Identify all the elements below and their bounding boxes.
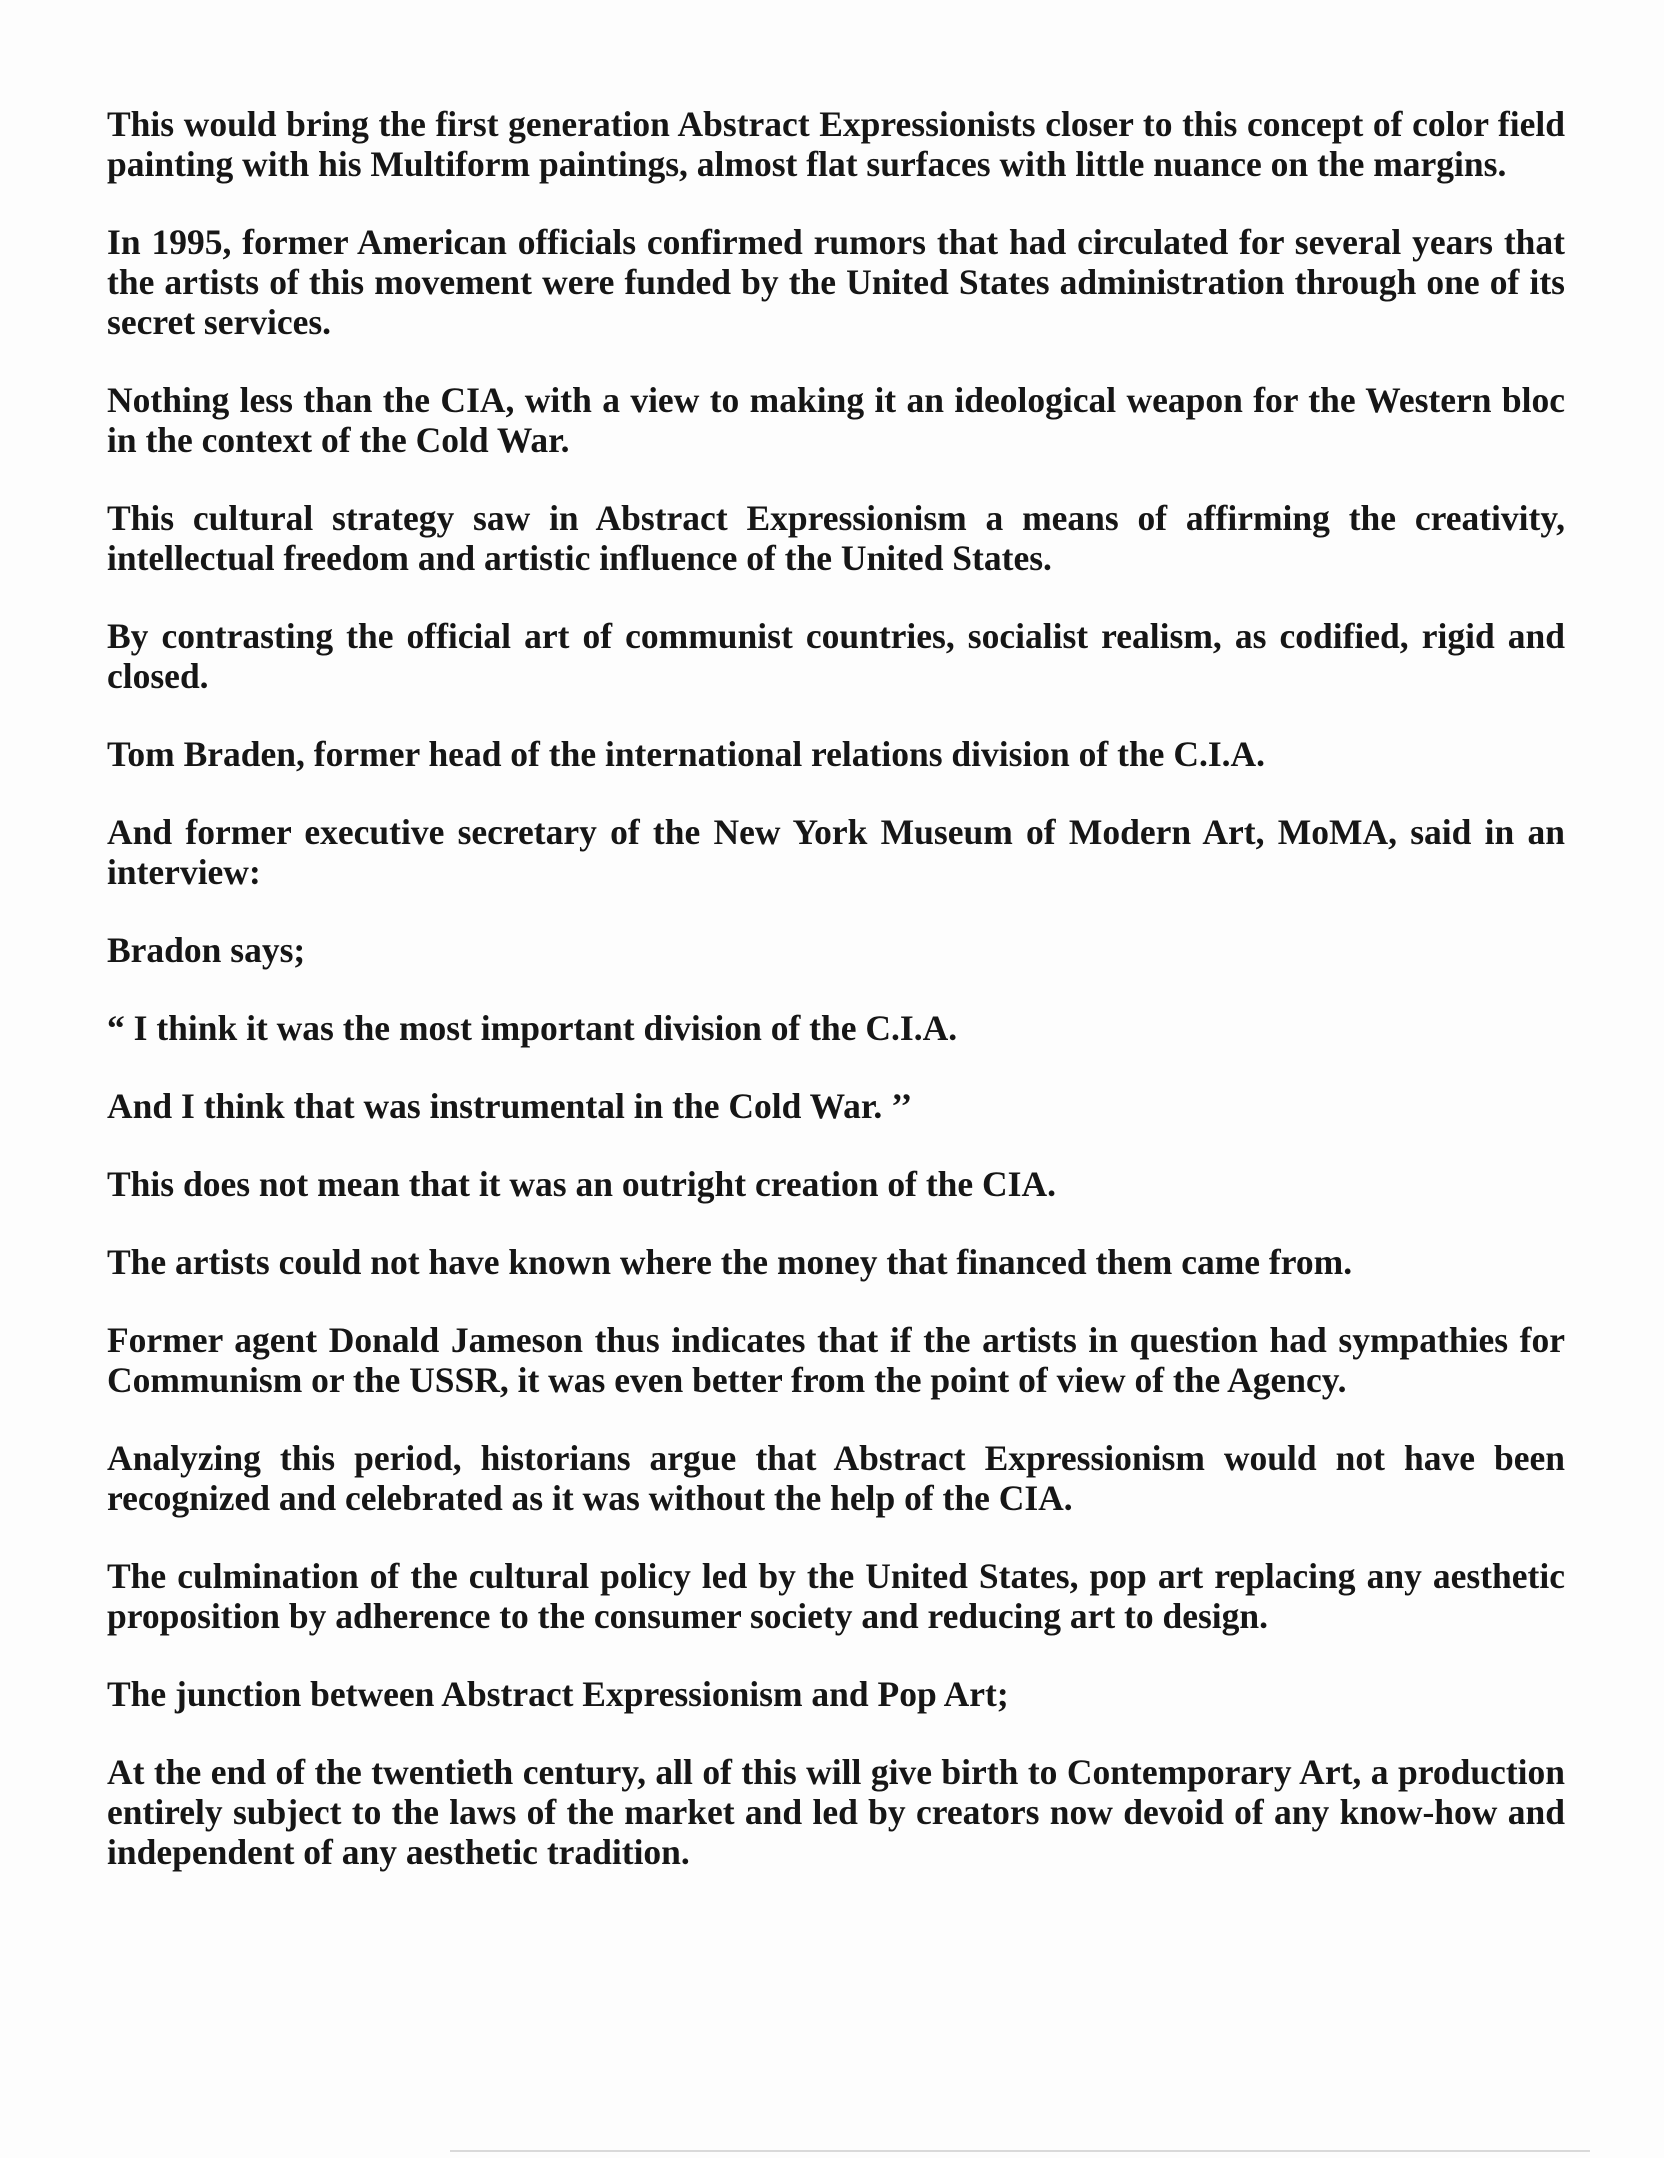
paragraph-color-field: This would bring the first generation Abstract Expressionists closer to this concept of color field painting with his Multiform paintings, almost flat surfaces with little nuance on the margins. bbox=[107, 104, 1565, 184]
paragraph-1995-officials: In 1995, former American officials confirmed rumors that had circulated for several years that the artists of this movement were funded by the United States administration through one of its secret services. bbox=[107, 222, 1565, 342]
paragraph-moma-secretary: And former executive secretary of the New York Museum of Modern Art, MoMA, said in an interview: bbox=[107, 812, 1565, 892]
paragraph-donald-jameson: Former agent Donald Jameson thus indicates that if the artists in question had sympathies for Communism or the USSR, it was even better from the point of view of the Agency. bbox=[107, 1320, 1565, 1400]
paragraph-historians: Analyzing this period, historians argue that Abstract Expressionism would not have been recognized and celebrated as it was without the help of the CIA. bbox=[107, 1438, 1565, 1518]
quote-line-2: And I think that was instrumental in the Cold War. ’’ bbox=[107, 1086, 913, 1126]
paragraph-bradon-says: Bradon says; bbox=[107, 930, 306, 970]
paragraph-junction: The junction between Abstract Expressionism and Pop Art; bbox=[107, 1674, 1009, 1714]
page-bottom-edge bbox=[450, 2150, 1590, 2152]
paragraph-cultural-strategy: This cultural strategy saw in Abstract Expressionism a means of affirming the creativity, intellectual freedom and artistic influence of the United States. bbox=[107, 498, 1565, 578]
paragraph-contemporary-art: At the end of the twentieth century, all of this will give birth to Contemporary Art, a production entirely subject to the laws of the market and led by creators now devoid of any know-how and independent of any aesthetic tradition. bbox=[107, 1752, 1565, 1872]
paragraph-tom-braden: Tom Braden, former head of the international relations division of the C.I.A. bbox=[107, 734, 1266, 774]
quote-line-1: “ I think it was the most important division of the C.I.A. bbox=[107, 1008, 958, 1048]
paragraph-cia-weapon: Nothing less than the CIA, with a view to making it an ideological weapon for the Western bloc in the context of the Cold War. bbox=[107, 380, 1565, 460]
paragraph-artists-money: The artists could not have known where the money that financed them came from. bbox=[107, 1242, 1353, 1282]
paragraph-pop-art-culmination: The culmination of the cultural policy led by the United States, pop art replacing any aesthetic proposition by adherence to the consumer society and reducing art to design. bbox=[107, 1556, 1565, 1636]
paragraph-contrasting: By contrasting the official art of communist countries, socialist realism, as codified, rigid and closed. bbox=[107, 616, 1565, 696]
paragraph-not-outright-creation: This does not mean that it was an outright creation of the CIA. bbox=[107, 1164, 1056, 1204]
document-body bbox=[107, 104, 1565, 1910]
